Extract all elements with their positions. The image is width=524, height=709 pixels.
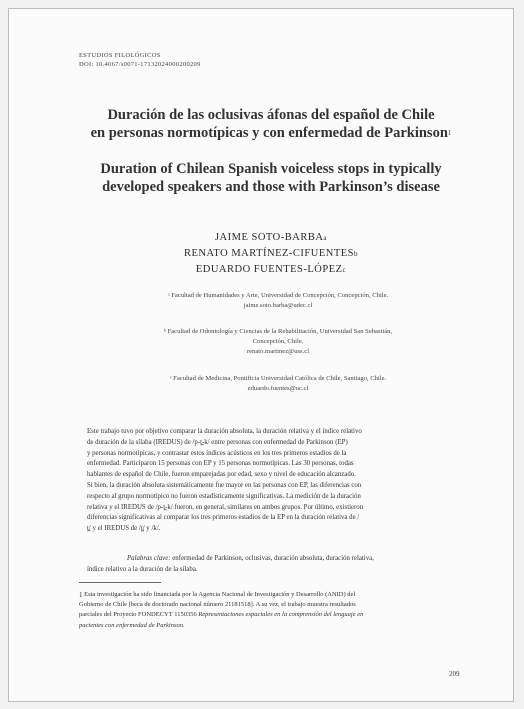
author-2-name: RENATO MARTÍNEZ-CIFUENTES: [183, 248, 355, 259]
abstract-line: y personas normotípicas, y contrastar estos índices acústicos en los tres primeros estadios de la: [87, 449, 347, 457]
page-number: 209: [449, 670, 460, 678]
footnote-italic-title-end: pacientes con enfermedad de Parkinson.: [79, 621, 185, 629]
footnote: [79, 590, 463, 631]
footnote-mark: 1: [79, 591, 83, 599]
affiliation-a-text: ᵃ Facultad de Humanidades y Arte, Universidad de Concepción, Concepción, Chile.: [167, 292, 389, 299]
author-1-mark: a: [323, 234, 328, 242]
affiliation-c: [113, 374, 443, 394]
footnote-line-4: [79, 621, 463, 631]
keywords-line-1: [87, 554, 471, 565]
footnote-line-2: Gobierno de Chile [beca de doctorado nacional número 21181518]. A su vez, el trabajo muestra resultados: [79, 601, 356, 609]
affiliation-b-email: renato.martinez@uss.cl: [246, 348, 310, 355]
author-2-mark: b: [354, 250, 359, 258]
keywords-label: Palabras clave:: [127, 555, 171, 562]
journal-name: ESTUDIOS FILOLÓGICOS: [79, 52, 161, 59]
abstract-line: respecto al grupo normotípico no fueron estadísticamente significativas. La medición de la duración: [87, 492, 361, 500]
abstract-line: Si bien, la duración absoluta sistemáticamente fue mayor en las personas con EP, las diferencias con: [87, 481, 362, 489]
abstract-line: hablantes de español de Chile, fueron emparejadas por edad, sexo y nivel de educación alcanzado.: [87, 471, 356, 479]
title-es-line1: Duración de las oclusivas áfonas del español de Chile: [107, 107, 435, 123]
title-spanish: [79, 106, 463, 142]
abstract: [87, 427, 471, 535]
abstract-line: t̪/ y el IREDUS de /t̪/ y /k/.: [87, 525, 161, 533]
journal-header: [79, 51, 201, 69]
affiliation-b: [113, 327, 443, 357]
footnote-italic-title: Representaciones espaciales en la comprensión del lenguaje en: [198, 611, 364, 619]
paper-page: [8, 8, 514, 702]
affiliation-b-text-2: Concepción, Chile.: [252, 338, 304, 345]
author-3-name: EDUARDO FUENTES-LÓPEZ: [195, 264, 343, 275]
author-3: [79, 262, 463, 278]
footnote-text-1: Esta investigación ha sido financiada por la Agencia Nacional de Investigación y Desarrollo (ANID) del: [84, 591, 356, 598]
keywords-text-1: enfermedad de Parkinson, oclusivas, duración absoluta, duración relativa,: [172, 555, 374, 562]
footnote-line-3: [79, 610, 463, 620]
journal-doi: DOI: 10.4067/s0071-17132024000200209: [79, 61, 201, 68]
abstract-line: Este trabajo tuvo por objetivo comparar la duración absoluta, la duración relativa y el índice relativo: [87, 428, 362, 435]
author-list: [79, 230, 463, 278]
abstract-line: relativa y el IREDUS de /p-t̪-k/ fueron, en general, similares en ambos grupos. Por último, existieron: [87, 503, 364, 511]
author-2: [79, 246, 463, 262]
affiliation-a-email: jaime.soto.barba@udec.cl: [243, 302, 313, 309]
abstract-line: enfermedad. Participaron 15 personas con EP y 15 personas normotípicas. Las 30 personas, todas: [87, 460, 354, 468]
affiliation-b-text: ᵇ Facultad de Odontología y Ciencias de la Rehabilitación, Universidad San Sebastián,: [163, 328, 393, 335]
author-3-mark: c: [342, 266, 347, 274]
affiliation-a: [113, 291, 443, 311]
title-en-line2: developed speakers and those with Parkinson’s disease: [102, 179, 440, 195]
abstract-line: diferencias significativas al comparar los tres primeros estadios de la EP en la duración relativa de /: [87, 514, 360, 522]
footnote-divider: [79, 582, 161, 583]
title-footnote-mark: 1: [447, 129, 452, 137]
author-1-name: JAIME SOTO-BARBA: [214, 232, 324, 243]
affiliation-c-email: eduardo.fuentes@uc.cl: [247, 385, 309, 392]
footnote-line-1: [79, 590, 463, 600]
title-english: [79, 160, 463, 196]
keywords-text-2: índice relativo a la duración de la sílaba.: [87, 565, 198, 573]
author-1: [79, 230, 463, 246]
keywords: [87, 554, 471, 576]
title-en-line1: Duration of Chilean Spanish voiceless stops in typically: [100, 161, 442, 177]
footnote-text-3: parciales del Proyecto FONDECYT 1150356: [79, 611, 197, 619]
title-es-line2: en personas normotípicas y con enfermedad de Parkinson: [90, 125, 448, 141]
affiliation-c-text: ᶜ Facultad de Medicina, Pontificia Universidad Católica de Chile, Santiago, Chile.: [169, 375, 387, 382]
abstract-line: de duración de la sílaba (IREDUS) de /p-t̪-k/ entre personas con enfermedad de Parkinson (EP): [87, 438, 348, 446]
